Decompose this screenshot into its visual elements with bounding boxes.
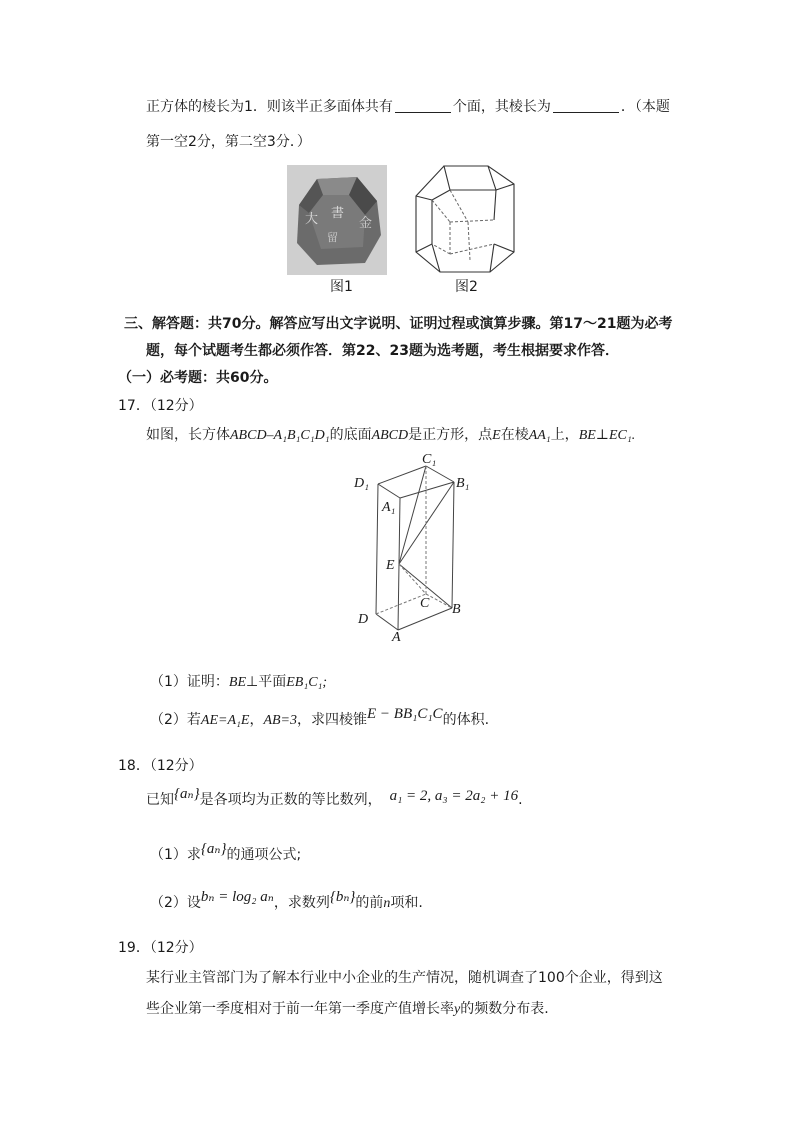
q18-condition: a₁ = 2, a₃ = 2a₂ + 16	[389, 788, 519, 804]
q19-line2-text-a: 些企业第一季度相对于前一年第一季度产值增长率	[146, 1001, 454, 1017]
q17-part1-text-c: ⊥平面	[246, 674, 287, 690]
q17-condition: BE⊥EC₁.	[578, 428, 636, 443]
q17-base-name: ABCD	[371, 428, 409, 443]
intro-line-1	[146, 97, 670, 117]
q18-part2-n: n	[383, 896, 391, 911]
q19-number: 19．（12分）	[118, 940, 203, 956]
q19-line-2	[146, 999, 549, 1020]
q18-part2-text-c: 的前	[355, 895, 384, 911]
q19-line2-text-b: 的频数分布表.	[460, 1001, 549, 1017]
label-b1: B₁	[456, 476, 470, 491]
polyhedron-drawing	[410, 160, 520, 278]
q17-part2-cond-2: AB=3	[263, 713, 298, 728]
figure-1-caption: 图1	[330, 279, 353, 295]
q18-part2-text-a: （2）设	[150, 895, 201, 911]
q17-part2-text-a: （2）若	[150, 712, 201, 728]
q17-part1-plane: EB₁C₁;	[286, 675, 328, 690]
svg-text:金: 金	[359, 216, 373, 231]
q18-part-2	[150, 889, 423, 914]
q17-part1-text-a: （1）证明：	[150, 674, 229, 690]
intro-text-a: 正方体的棱长为1．则该半正多面体共有	[146, 99, 393, 115]
q18-part-1	[150, 841, 302, 865]
intro-line-2: 第一空2分，第二空3分．）	[146, 134, 311, 150]
q18-stem-text-b: 是各项均为正数的等比数列，	[199, 792, 382, 808]
q18-part1-text-b: 的通项公式;	[226, 847, 302, 863]
intro-text-b: 个面，其棱长为	[452, 99, 551, 115]
intro-text-c: ．（本题	[620, 99, 670, 115]
q17-number: 17．（12分）	[118, 398, 203, 414]
q17-point-e: E	[492, 428, 501, 443]
q18-bn-definition: bₙ = log₂ aₙ	[200, 889, 274, 905]
seal-photo-image	[287, 165, 387, 275]
svg-text:書: 書	[331, 206, 345, 221]
q19-line-1: 某行业主管部门为了解本行业中小企业的生产情况，随机调查了100个企业，得到这	[146, 970, 663, 986]
q17-stem-text-b: 的底面	[329, 427, 372, 443]
label-d: D	[358, 612, 369, 627]
q17-stem-text-f: 上，	[550, 427, 579, 443]
section-3-heading-line-2: 题，每个试题考生都必须作答．第22、23题为选考题，考生根据要求作答．	[146, 343, 619, 359]
q18-stem	[146, 786, 523, 810]
label-c: C	[420, 596, 430, 611]
q19-variable-y: y	[454, 1002, 461, 1017]
q17-part-2	[150, 706, 490, 731]
label-b: B	[452, 602, 461, 617]
q17-solid-name: ABCD–A₁B₁C₁D₁	[230, 428, 330, 443]
q18-part2-text-b: ，求数列	[273, 895, 330, 911]
q17-pyramid-name: E − BB₁C₁C	[367, 706, 443, 722]
label-e: E	[386, 558, 395, 573]
q18-stem-text-a: 已知	[146, 792, 174, 808]
q18-part2-seq: {bₙ}	[329, 889, 356, 905]
section-required-heading: （一）必考题：共60分。	[118, 370, 278, 386]
q18-sequence-a: {aₙ}	[174, 786, 200, 802]
q18-stem-period: .	[518, 792, 523, 808]
q17-part2-text-e: ，求四棱锥	[297, 712, 368, 728]
q18-part1-seq: {aₙ}	[200, 841, 227, 857]
section-3-heading-line-1: 三、解答题：共70分。解答应写出文字说明、证明过程或演算步骤。第17～21题为必考	[124, 316, 673, 332]
q17-part1-be: BE	[228, 675, 247, 690]
q17-part2-comma: ，	[249, 712, 264, 728]
q17-part2-text-f: 的体积.	[442, 712, 490, 728]
q17-stem-text-c: 是正方形，点	[408, 427, 493, 443]
q17-part2-cond-1: AE=A₁E	[200, 713, 250, 728]
q17-edge-name: AA₁	[528, 428, 551, 443]
figure-2-polyhedron	[410, 160, 520, 278]
answer-blank-2	[553, 98, 619, 113]
q17-prism-figure	[350, 452, 490, 652]
label-c1: C₁	[422, 452, 437, 467]
figure-1-photo	[287, 165, 387, 275]
label-a: A	[392, 630, 401, 645]
label-a1: A₁	[382, 500, 396, 515]
q17-stem-text-d: 在棱	[500, 427, 529, 443]
figure-2-caption: 图2	[455, 279, 478, 295]
q18-part2-text-d: 项和.	[390, 895, 423, 911]
q18-part1-text-a: （1）求	[150, 847, 201, 863]
q17-stem	[146, 425, 635, 446]
q18-number: 18．（12分）	[118, 758, 203, 774]
answer-blank-1	[395, 98, 451, 113]
q17-stem-text-a: 如图，长方体	[146, 427, 230, 443]
q17-part-1	[150, 672, 327, 693]
svg-text:大: 大	[305, 212, 319, 227]
svg-text:留: 留	[327, 231, 338, 244]
label-d1: D₁	[354, 476, 369, 491]
